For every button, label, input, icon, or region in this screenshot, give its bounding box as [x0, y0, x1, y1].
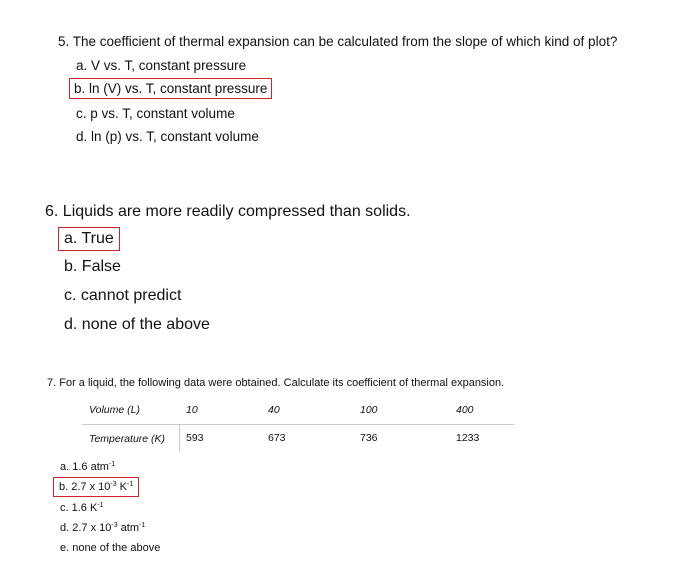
question-6-text: 6. Liquids are more readily compressed than solids.: [45, 203, 411, 220]
q5-option-d[interactable]: d. ln (p) vs. T, constant volume: [76, 129, 259, 144]
table-column-divider: [179, 425, 180, 452]
table-label-temperature: Temperature (K): [89, 433, 166, 445]
table-label-volume: Volume (L): [89, 404, 140, 416]
q7-option-d-unit: atm: [117, 522, 140, 534]
q7-option-b-selected[interactable]: [53, 477, 139, 497]
q7-option-c-text: c. 1.6 K: [60, 502, 98, 514]
q6-option-d[interactable]: d. none of the above: [64, 316, 210, 333]
q6-option-a-selected[interactable]: a. True: [58, 227, 120, 251]
q7-option-a-text: a. 1.6 atm: [60, 461, 109, 473]
q5-option-a[interactable]: a. V vs. T, constant pressure: [76, 58, 247, 73]
q5-option-b-selected[interactable]: b. ln (V) vs. T, constant pressure: [69, 78, 272, 99]
table-row-divider: [82, 424, 514, 425]
q7-option-d-exponent: -3: [111, 522, 118, 529]
q7-option-b-exponent: -3: [110, 481, 117, 488]
table-cell-temperature-3: 736: [360, 432, 378, 444]
q7-option-a[interactable]: [60, 461, 115, 473]
q7-option-a-exponent: -1: [108, 461, 116, 468]
table-cell-volume-3: 100: [360, 404, 378, 416]
q7-option-b-text: b. 2.7 x 10: [59, 481, 111, 493]
table-cell-volume-1: 10: [186, 404, 198, 416]
q7-option-e[interactable]: e. none of the above: [60, 542, 161, 554]
q7-option-d[interactable]: [60, 522, 145, 534]
q7-option-c[interactable]: [60, 502, 104, 514]
q6-option-b[interactable]: b. False: [64, 258, 121, 275]
table-cell-volume-2: 40: [268, 404, 280, 416]
table-cell-temperature-1: 593: [186, 432, 204, 444]
question-7-text: 7. For a liquid, the following data were obtained. Calculate its coefficient of thermal expansion.: [47, 377, 505, 389]
table-cell-temperature-2: 673: [268, 432, 286, 444]
question-5-text: 5. The coefficient of thermal expansion can be calculated from the slope of which kind of plot?: [58, 34, 618, 49]
q7-option-d-text: d. 2.7 x 10: [60, 522, 112, 534]
q5-option-c[interactable]: c. p vs. T, constant volume: [76, 106, 235, 121]
q7-option-d-unit-exponent: -1: [139, 522, 146, 529]
q7-option-c-exponent: -1: [97, 502, 104, 509]
q6-option-c[interactable]: c. cannot predict: [64, 287, 182, 304]
q7-option-b-unit: K: [116, 481, 128, 493]
table-cell-temperature-4: 1233: [456, 432, 480, 444]
table-cell-volume-4: 400: [456, 404, 474, 416]
q7-option-b-unit-exponent: -1: [127, 481, 134, 488]
